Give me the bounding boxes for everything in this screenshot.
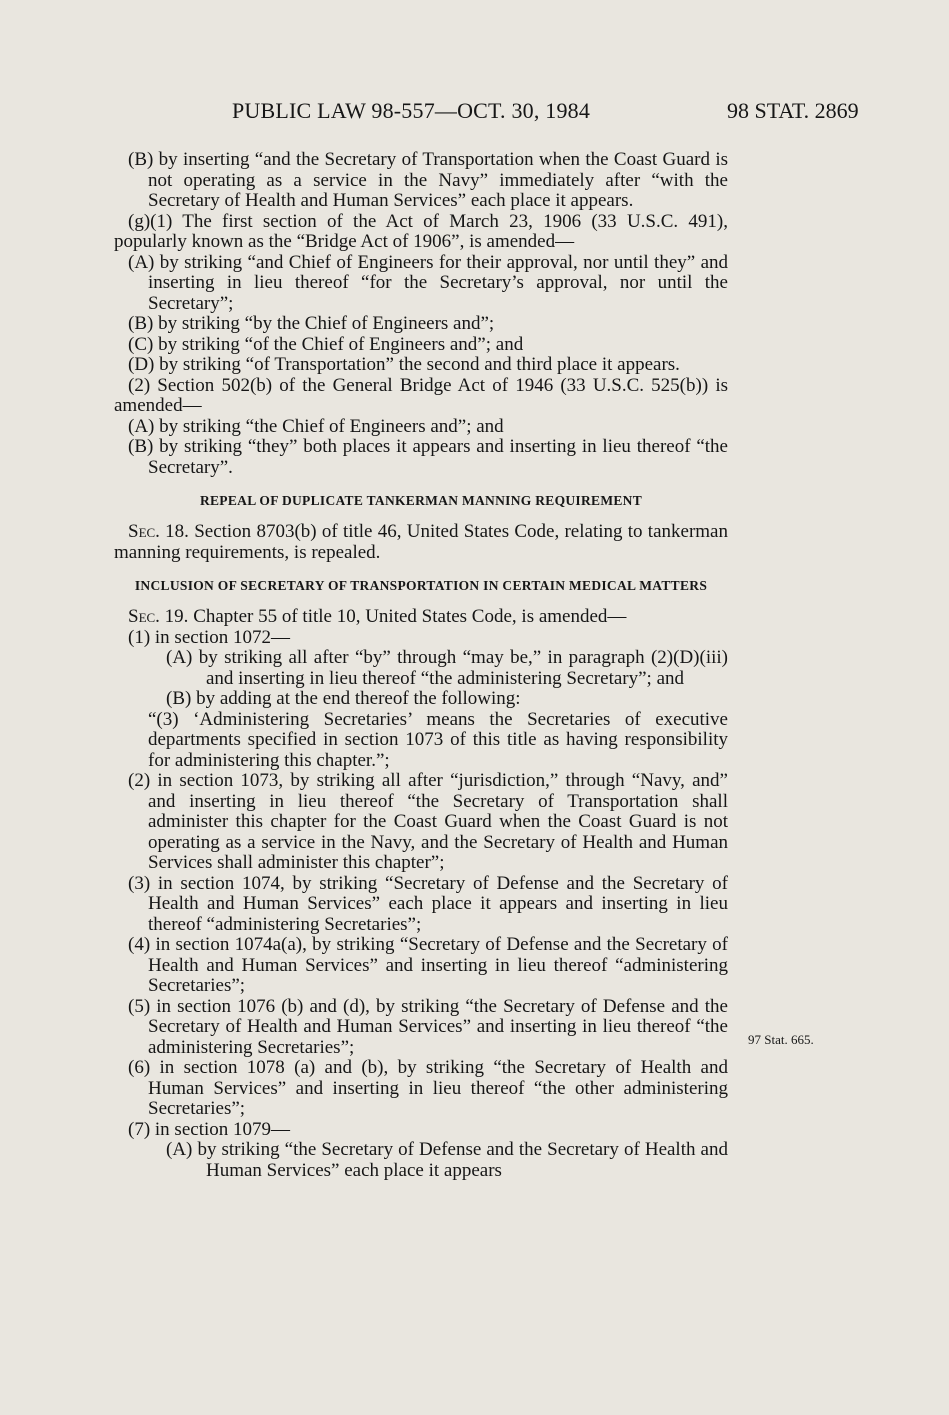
paragraph: (5) in section 1076 (b) and (d), by striking “the Secretary of Defense and the Secretary of Health and Human Services” and inserting in lieu thereof “the administering Secretaries”; [128,995,728,1058]
paragraph: (C) by striking “of the Chief of Engineers and”; and [128,333,524,355]
paragraph: (4) in section 1074a(a), by striking “Secretary of Defense and the Secretary of Health and Human Services” and inserting in lieu thereof “administering Secretaries”; [128,934,728,996]
paragraph: (A) by striking “and Chief of Engineers for their approval, nor until they” and inserting in lieu thereof “for the Secretary’s approval, nor until the Secretary”; [128,251,728,314]
section-heading: INCLUSION OF SECRETARY OF TRANSPORTATION IN CERTAIN MEDICAL MATTERS [134,578,708,593]
paragraph: (A) by striking “the Chief of Engineers and”; and [128,415,504,437]
paragraph: (B) by adding at the end thereof the following: [166,688,521,709]
paragraph: “(3) ‘Administering Secretaries’ means the Secretaries of executive departments specified in section 1073 of this title as having responsibility for administering this chapter.”; [148,708,728,771]
section-paragraph [114,522,728,563]
section-label: Sec. 19. [128,606,189,627]
paragraph: (6) in section 1078 (a) and (b), by striking “the Secretary of Health and Human Services” and inserting in lieu thereof “the other administering Secretaries”; [128,1057,728,1119]
paragraph: (B) by striking “they” both places it appears and inserting in lieu thereof “the Secretary”. [128,436,728,478]
paragraph: (A) by striking “the Secretary of Defense and the Secretary of Health and Human Services” each place it appears [166,1139,728,1181]
paragraph: (B) by striking “by the Chief of Engineers and”; [128,313,495,334]
document-body [114,150,728,1181]
paragraph: (D) by striking “of Transportation” the second and third place it appears. [128,354,680,375]
paragraph: (A) by striking all after “by” through “may be,” in paragraph (2)(D)(iii) and inserting in lieu thereof “the administering Secretary”; and [166,647,728,689]
section-paragraph [114,607,728,628]
header-title: PUBLIC LAW 98-557—OCT. 30, 1984 [232,98,591,123]
section-heading: REPEAL OF DUPLICATE TANKERMAN MANNING REQUIREMENT [199,493,643,508]
header-stat-page: 98 STAT. 2869 [727,98,859,123]
page-header [0,98,949,128]
margin-note: 97 Stat. 665. [748,1032,814,1047]
paragraph: (1) in section 1072— [128,626,291,648]
paragraph: (2) Section 502(b) of the General Bridge Act of 1946 (33 U.S.C. 525(b)) is amended— [114,374,728,416]
paragraph: (7) in section 1079— [128,1118,291,1140]
section-text: Section 8703(b) of title 46, United States Code, relating to tankerman manning requirements, is repealed. [114,521,728,563]
paragraph: (g)(1) The first section of the Act of March 23, 1906 (33 U.S.C. 491), popularly known as the “Bridge Act of 1906”, is amended— [114,210,728,252]
paragraph: (3) in section 1074, by striking “Secretary of Defense and the Secretary of Health and Human Services” each place it appears and inserting in lieu thereof “administering Secretaries”; [128,872,728,935]
paragraph: (B) by inserting “and the Secretary of Transportation when the Coast Guard is not operating as a service in the Navy” immediately after “with the Secretary of Health and Human Services” each place it appears. [128,149,728,211]
section-label: Sec. 18. [128,521,189,542]
paragraph: (2) in section 1073, by striking all after “jurisdiction,” through “Navy, and” and inserting in lieu thereof “the Secretary of Transportation shall administer this chapter for the Coast Guard when the Coast Guard is not operating as a service in the Navy, and the Secretary of Health and Human Services shall administer this chapter”; [128,770,728,873]
section-text: Chapter 55 of title 10, United States Code, is amended— [188,606,627,627]
